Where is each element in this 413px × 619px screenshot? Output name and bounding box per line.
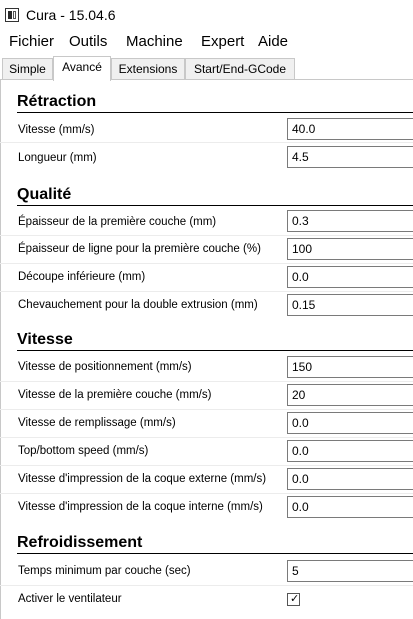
top-bottom-speed-field[interactable] xyxy=(287,440,413,462)
enable-fan-checkbox[interactable] xyxy=(287,593,300,606)
cura-app-icon xyxy=(5,8,19,22)
tab-bar xyxy=(0,56,413,80)
label-min-layer-time: Temps minimum par couche (sec) xyxy=(18,565,191,577)
section-title-vitesse: Vitesse xyxy=(17,331,73,348)
label-travel-speed: Vitesse de positionnement (mm/s) xyxy=(18,361,192,373)
inner-shell-speed-field[interactable] xyxy=(287,496,413,518)
label-outer-shell-speed: Vitesse d'impression de la coque externe (mm/s) xyxy=(18,473,267,485)
row-separator xyxy=(0,409,413,410)
row-separator xyxy=(0,437,413,438)
label-first-layer-speed: Vitesse de la première couche (mm/s) xyxy=(18,389,212,401)
menu-bar xyxy=(0,30,413,54)
label-retraction-length: Longueur (mm) xyxy=(18,152,97,164)
section-title-qualite: Qualité xyxy=(17,186,72,203)
label-inner-shell-speed: Vitesse d'impression de la coque interne (mm/s) xyxy=(18,501,263,513)
label-top-bottom-speed: Top/bottom speed (mm/s) xyxy=(18,445,149,457)
row-separator xyxy=(0,263,413,264)
section-rule xyxy=(17,112,413,113)
window-title: Cura - 15.04.6 xyxy=(26,7,116,23)
retraction-speed-field[interactable] xyxy=(287,118,413,140)
tab-start-end-gcode[interactable]: Start/End-GCode xyxy=(185,58,295,79)
checkmark-icon: ✓ xyxy=(290,593,300,605)
initial-layer-thickness-field[interactable] xyxy=(287,210,413,232)
row-separator xyxy=(0,493,413,494)
row-separator xyxy=(0,585,413,586)
title-bar xyxy=(0,0,413,30)
row-separator xyxy=(0,142,413,143)
menu-fichier[interactable]: Fichier xyxy=(9,33,55,50)
label-enable-fan: Activer le ventilateur xyxy=(18,593,122,605)
tab-simple[interactable]: Simple xyxy=(2,58,53,79)
row-separator xyxy=(0,235,413,236)
initial-line-width-field[interactable] xyxy=(287,238,413,260)
retraction-length-field[interactable] xyxy=(287,146,413,168)
label-retraction-speed: Vitesse (mm/s) xyxy=(18,124,95,136)
menu-expert[interactable]: Expert xyxy=(201,33,245,50)
tab-extensions[interactable]: Extensions xyxy=(111,58,185,79)
label-dual-extrusion-overlap: Chevauchement pour la double extrusion (mm) xyxy=(18,299,258,311)
dual-extrusion-overlap-field[interactable] xyxy=(287,294,413,316)
row-separator xyxy=(0,381,413,382)
label-initial-layer-thickness: Épaisseur de la première couche (mm) xyxy=(18,216,217,228)
section-rule xyxy=(17,553,413,554)
outer-shell-speed-field[interactable] xyxy=(287,468,413,490)
tab-avance[interactable]: Avancé xyxy=(53,56,111,81)
menu-machine[interactable]: Machine xyxy=(126,33,183,50)
label-cut-off-bottom: Découpe inférieure (mm) xyxy=(18,271,146,283)
menu-aide[interactable]: Aide xyxy=(258,33,289,50)
row-separator xyxy=(0,291,413,292)
cut-off-bottom-field[interactable] xyxy=(287,266,413,288)
section-title-refroidissement: Refroidissement xyxy=(17,534,143,551)
label-initial-line-width: Épaisseur de ligne pour la première couche (%) xyxy=(18,243,261,255)
label-infill-speed: Vitesse de remplissage (mm/s) xyxy=(18,417,176,429)
section-rule xyxy=(17,350,413,351)
menu-outils[interactable]: Outils xyxy=(69,33,108,50)
row-separator xyxy=(0,465,413,466)
section-rule xyxy=(17,205,413,206)
first-layer-speed-field[interactable] xyxy=(287,384,413,406)
travel-speed-field[interactable] xyxy=(287,356,413,378)
min-layer-time-field[interactable] xyxy=(287,560,413,582)
section-title-retraction: Rétraction xyxy=(17,93,97,110)
infill-speed-field[interactable] xyxy=(287,412,413,434)
